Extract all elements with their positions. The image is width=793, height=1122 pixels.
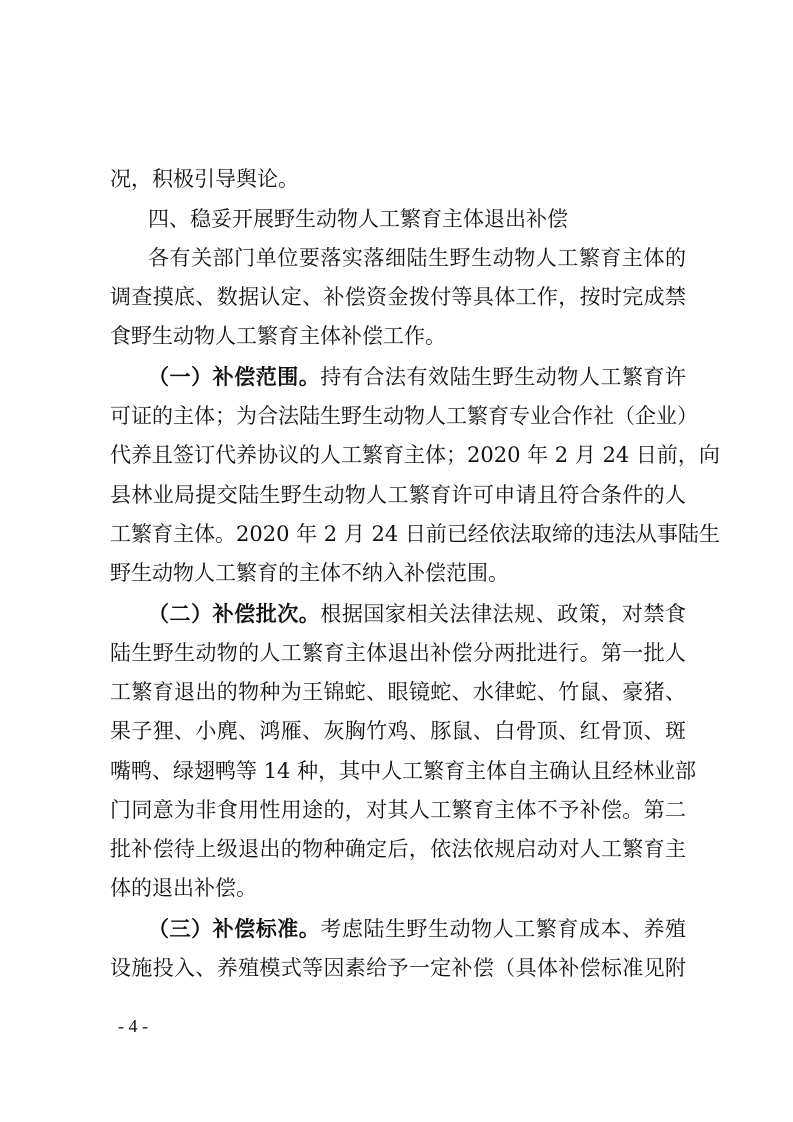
paragraph-line: 食野生动物人工繁育主体补偿工作。 bbox=[110, 324, 446, 348]
paragraph-line: 代养且签订代养协议的人工繁育主体；2020 年 2 月 24 日前，向 bbox=[110, 443, 720, 467]
subheading-scope: （一）补偿范围。 bbox=[148, 364, 321, 389]
subheading-standard: （三）补偿标准。 bbox=[148, 916, 321, 941]
paragraph-line: 果子狸、小麂、鸿雁、灰胸竹鸡、豚鼠、白骨顶、红骨顶、斑 bbox=[110, 719, 686, 743]
paragraph-line: 调查摸底、数据认定、补偿资金拨付等具体工作，按时完成禁 bbox=[110, 285, 686, 309]
paragraph-line: （二）补偿批次。根据国家相关法律法规、政策，对禁食 bbox=[148, 601, 687, 626]
paragraph-line: 陆生野生动物的人工繁育主体退出补偿分两批进行。第一批人 bbox=[110, 641, 686, 665]
paragraph-line: 工繁育主体。2020 年 2 月 24 日前已经依法取缔的违法从事陆生 bbox=[110, 522, 720, 546]
section-heading: 四、稳妥开展野生动物人工繁育主体退出补偿 bbox=[148, 207, 568, 231]
page-number: - 4 - bbox=[118, 1016, 148, 1036]
paragraph-line: 门同意为非食用性用途的，对其人工繁育主体不予补偿。第二 bbox=[110, 798, 686, 822]
paragraph-line: 县林业局提交陆生野生动物人工繁育许可申请且符合条件的人 bbox=[110, 483, 686, 507]
paragraph-line: 各有关部门单位要落实落细陆生野生动物人工繁育主体的 bbox=[148, 246, 686, 270]
paragraph-line: 嘴鸭、绿翅鸭等 14 种，其中人工繁育主体自主确认且经林业部 bbox=[110, 759, 697, 783]
subheading-batches: （二）补偿批次。 bbox=[148, 601, 321, 626]
paragraph-line: 体的退出补偿。 bbox=[110, 876, 257, 900]
paragraph-line: 况，积极引导舆论。 bbox=[110, 167, 299, 191]
paragraph-line: 野生动物人工繁育的主体不纳入补偿范围。 bbox=[110, 561, 509, 585]
paragraph-line: 工繁育退出的物种为王锦蛇、眼镜蛇、水律蛇、竹鼠、豪猪、 bbox=[110, 680, 686, 704]
paragraph-line: 批补偿待上级退出的物种确定后，依法依规启动对人工繁育主 bbox=[110, 837, 686, 861]
paragraph-line: 可证的主体；为合法陆生野生动物人工繁育专业合作社（企业） bbox=[110, 404, 698, 428]
paragraph-line: 设施投入、养殖模式等因素给予一定补偿（具体补偿标准见附 bbox=[110, 956, 686, 980]
paragraph-line: （三）补偿标准。考虑陆生野生动物人工繁育成本、养殖 bbox=[148, 916, 687, 941]
paragraph-line: （一）补偿范围。持有合法有效陆生野生动物人工繁育许 bbox=[148, 364, 687, 389]
